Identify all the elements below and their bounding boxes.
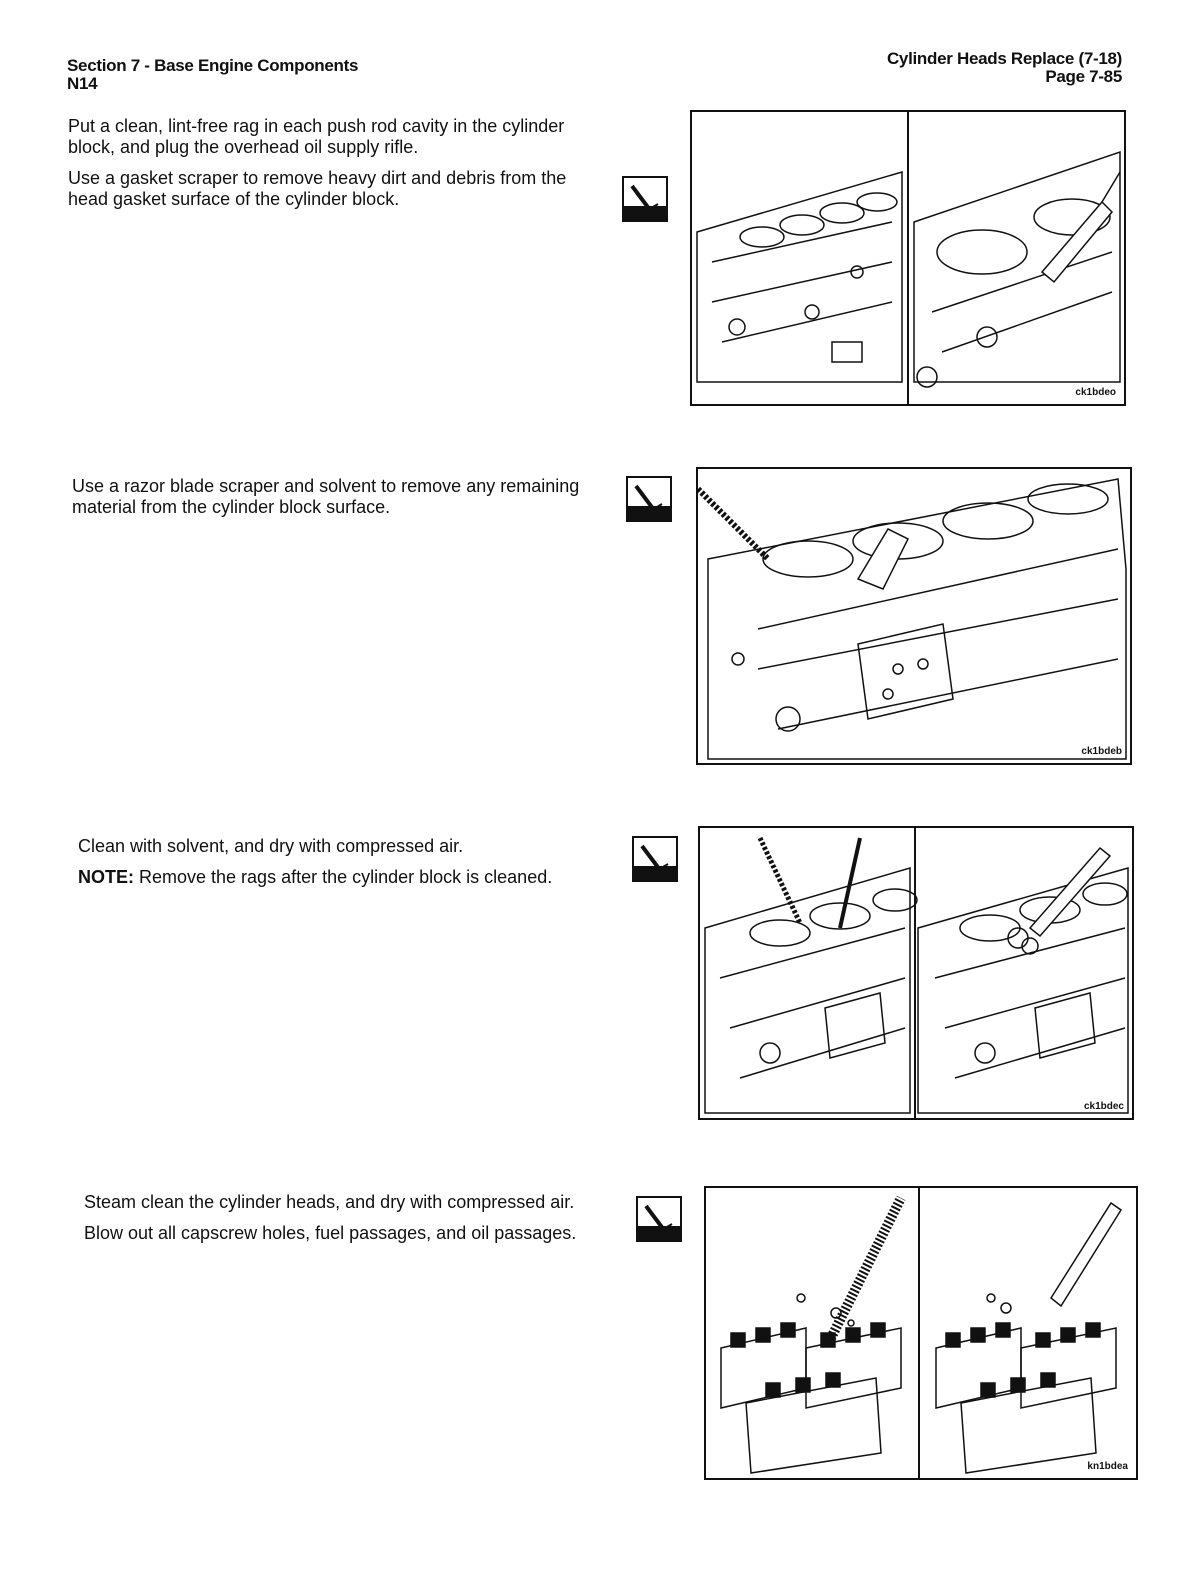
step-3-paragraph-1: Clean with solvent, and dry with compressed air. (78, 836, 464, 856)
figure-4 (704, 1186, 1138, 1480)
procedure-header (887, 50, 1122, 86)
figure-1 (690, 110, 1126, 406)
step-1-paragraph-1: Put a clean, lint-free rag in each push rod cavity in the cylinder block, and plug the overhead oil supply rifle. (68, 116, 565, 157)
wrench-icon (636, 1196, 682, 1242)
figure-divider (918, 1188, 920, 1478)
step-1-text (68, 116, 608, 220)
step-2-text (72, 476, 602, 528)
engine-model: N14 (67, 74, 98, 93)
figure-3 (698, 826, 1134, 1120)
figure-code: ck1bdec (1083, 1101, 1124, 1112)
figure-code: ck1bdeo (1075, 387, 1116, 398)
figure-divider (914, 828, 916, 1118)
step-2-paragraph-1: Use a razor blade scraper and solvent to remove any remaining material from the cylinder block surface. (72, 476, 580, 517)
step-3-text (78, 836, 618, 898)
steam-clean-cylinder-heads-illustration (706, 1188, 1136, 1478)
procedure-title: Cylinder Heads Replace (7-18) (886, 49, 1122, 68)
note-label: NOTE: (78, 867, 134, 887)
step-4-text (84, 1192, 612, 1254)
figure-2 (696, 467, 1132, 765)
solvent-and-air-cleaning-illustration (700, 828, 1132, 1118)
wrench-icon (626, 476, 672, 522)
figure-code: kn1bdea (1087, 1461, 1128, 1472)
figure-code: ck1bdeb (1081, 746, 1122, 757)
section-title: Section 7 - Base Engine Components (67, 56, 359, 75)
razor-blade-scraper-illustration (698, 469, 1130, 763)
step-3-note (78, 867, 618, 888)
step-4-paragraph-2: Blow out all capscrew holes, fuel passages, and oil passages. (84, 1223, 577, 1243)
page-number: Page 7-85 (1045, 67, 1122, 86)
figure-divider (907, 112, 909, 404)
step-4-paragraph-1: Steam clean the cylinder heads, and dry with compressed air. (84, 1192, 575, 1212)
wrench-icon (632, 836, 678, 882)
note-text: Remove the rags after the cylinder block is cleaned. (134, 867, 553, 887)
step-1-paragraph-2: Use a gasket scraper to remove heavy dirt and debris from the head gasket surface of the cylinder block. (68, 168, 567, 209)
wrench-icon (622, 176, 668, 222)
section-header (67, 57, 358, 93)
